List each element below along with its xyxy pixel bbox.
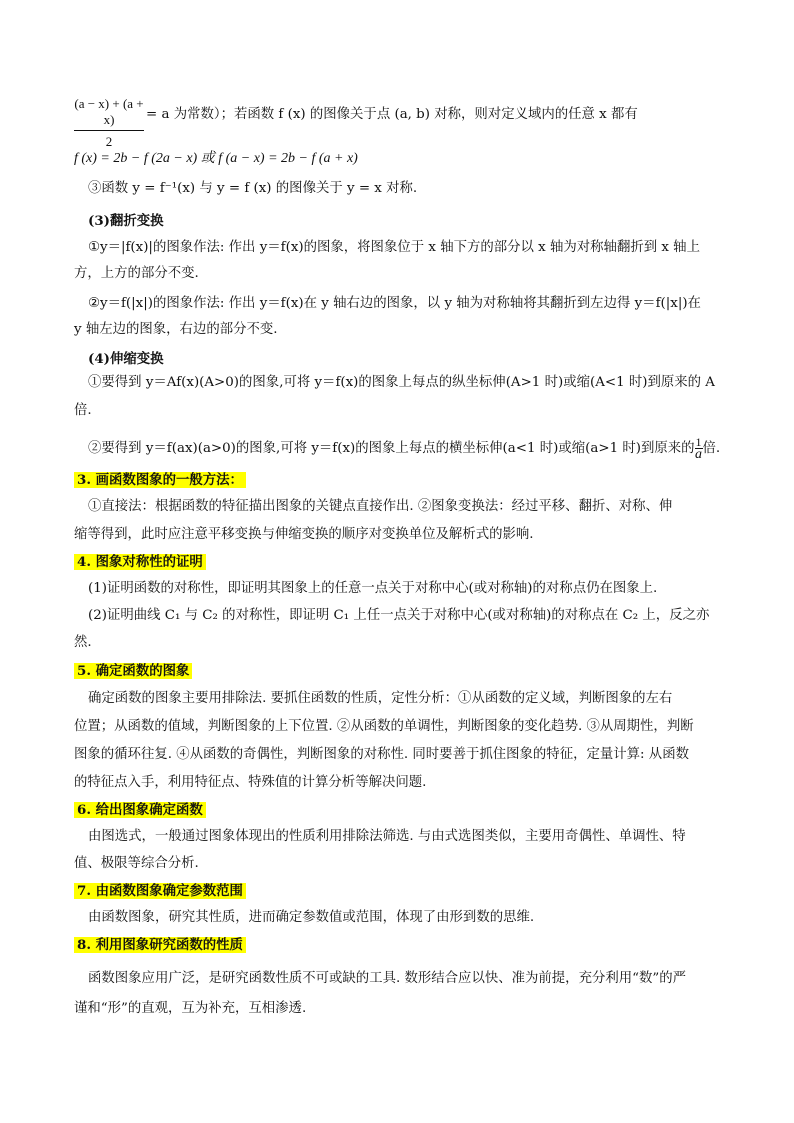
section3-p1: ①直接法：根据函数的特征描出图象的关键点直接作出. ②图象变换法：经过平移、翻折、对称、伸: [88, 499, 673, 514]
symmetry-point-text: = a 为常数）；若函数 f (x) 的图像关于点 (a, b) 对称，则对定义域内的任意 x 都有: [146, 107, 638, 122]
section3-heading-row: [74, 471, 724, 490]
section5-p3: 图象的循环往复. ④从函数的奇偶性，判断图象的对称性. 同时要善于抓住图象的特征，定量计算: 从函数: [74, 747, 689, 762]
section8-p2: 谨和“形”的直观，互为补充，互相渗透.: [74, 1001, 307, 1016]
section5-p1: 确定函数的图象主要用排除法. 要抓住函数的性质，定性分析：①从函数的定义域，判断图象的左右: [88, 691, 673, 706]
flip-p1-line2: 方，上方的部分不变.: [74, 266, 199, 281]
section7-p1: 由函数图象，研究其性质，进而确定参数值或范围，体现了由形到数的思维.: [88, 910, 535, 925]
flip-p2-line1: ②y＝f(|x|)的图象作法: 作出 y＝f(x)在 y 轴右边的图象，以 y 轴为对称轴将其翻折到左边得 y＝f(|x|)在: [88, 296, 701, 311]
fraction-a: a: [695, 447, 703, 462]
section5-p2: 位置；从函数的值域，判断图象的上下位置. ②从函数的单调性，判断图象的变化趋势. ③从周期性，判断: [74, 719, 694, 734]
stretch-p2-text: ②要得到 y＝f(ax)(a>0)的图象,可将 y＝f(x)的图象上每点的横坐标伸(a<1 时)或缩(a>1 时)到原来的: [88, 441, 695, 456]
section3-heading: 3. 画函数图象的一般方法：: [74, 472, 246, 488]
flip-heading: (3)翻折变换: [88, 213, 164, 229]
stretch-heading: (4)伸缩变换: [88, 351, 164, 367]
section4-heading: 4. 图象对称性的证明: [74, 554, 206, 570]
stretch-p2-end: 倍.: [702, 441, 721, 456]
section6-p2: 值、极限等综合分析.: [74, 856, 199, 871]
section8-p1: 函数图象应用广泛，是研究函数性质不可或缺的工具. 数形结合应以快、准为前提，充分利用“数”的严: [88, 971, 686, 986]
section5-heading: 5. 确定函数的图象: [74, 663, 192, 679]
flip-p1-line1: ①y＝|f(x)|的图象作法: 作出 y＝f(x)的图象，将图象位于 x 轴下方的部分以 x 轴为对称轴翻折到 x 轴上: [88, 240, 700, 255]
section5-p4: 的特征点入手，利用特征点、特殊值的计算分析等解决问题.: [74, 775, 427, 790]
section4-heading-row: [74, 553, 724, 572]
section8-heading-row: [74, 936, 724, 955]
stretch-p2: [88, 436, 728, 461]
section7-heading: 7. 由函数图象确定参数范围: [74, 883, 246, 899]
section6-heading-row: [74, 801, 724, 820]
fraction-numerator: (a − x) + (a + x): [74, 96, 144, 131]
fraction-one: 1: [695, 435, 702, 449]
flip-p2-line2: y 轴左边的图象，右边的部分不变.: [74, 322, 278, 337]
section7-heading-row: [74, 882, 724, 901]
stretch-p1-line1: ①要得到 y＝Af(x)(A>0)的图象,可将 y＝f(x)的图象上每点的纵坐标伸(A>1 时)或缩(A<1 时)到原来的 A: [88, 375, 715, 390]
section4-p2-line1: (2)证明曲线 C₁ 与 C₂ 的对称性，即证明 C₁ 上任一点关于对称中心(或对称轴)的对称点在 C₂ 上，反之亦: [88, 608, 710, 623]
section6-heading: 6. 给出图象确定函数: [74, 802, 206, 818]
inverse-function-note: ③函数 y = f⁻¹(x) 与 y = f (x) 的图像关于 y = x 对称.: [88, 181, 418, 196]
stretch-p1-line2: 倍.: [74, 403, 92, 418]
fraction-denominator: 2: [105, 134, 113, 149]
fraction-expression: [74, 96, 144, 150]
section4-p1: (1)证明函数的对称性，即证明其图象上的任意一点关于对称中心(或对称轴)的对称点仍在图象上.: [88, 581, 658, 596]
one-over-a-fraction: [695, 436, 703, 461]
section5-heading-row: [74, 662, 724, 681]
section3-p2: 缩等得到，此时应注意平移变换与伸缩变换的顺序对变换单位及解析式的影响.: [74, 527, 534, 542]
symmetry-formula: f (x) = 2b − f (2a − x) 或 f (a − x) = 2b − f (a + x): [74, 151, 358, 166]
section6-p1: 由图选式，一般通过图象体现出的性质利用排除法筛选. 与由式选图类似，主要用奇偶性、单调性、特: [88, 829, 686, 844]
section8-heading: 8. 利用图象研究函数的性质: [74, 937, 246, 953]
section4-p2-line2: 然.: [74, 635, 92, 650]
